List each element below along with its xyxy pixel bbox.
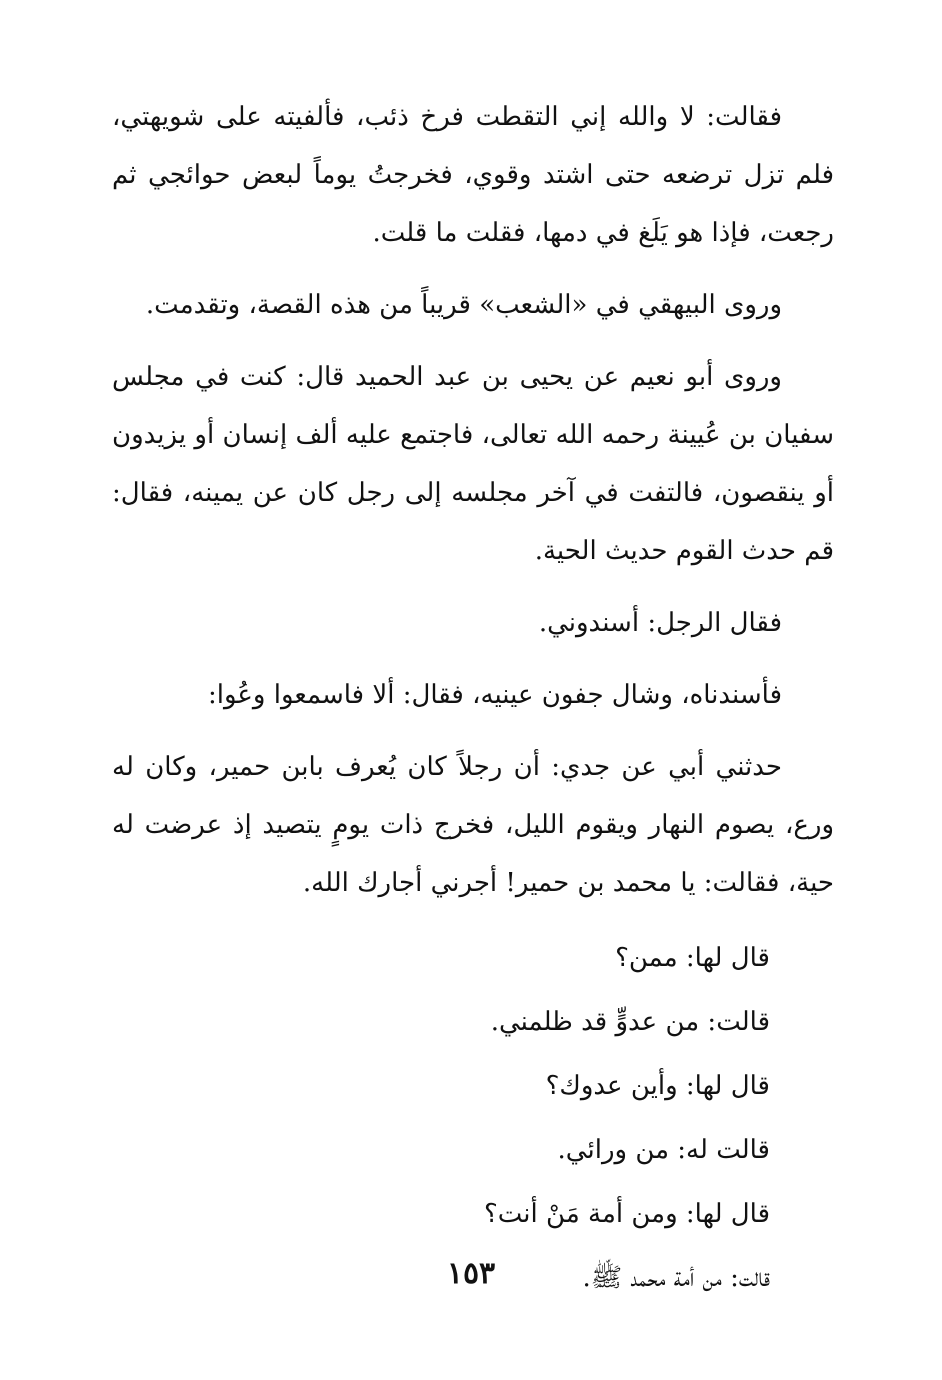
paragraph-3: وروى أبو نعيم عن يحيى بن عبد الحميد قال: كنت في مجلس سفيان بن عُيينة رحمه الله تعالى، فاجتمع عليه ألف إنسان أو يزيدون أو ينقصون، فالتفت في آخر مجلسه إلى رجل كان عن يمينه، فقال: قم حدث القوم حديث الحية.	[112, 362, 834, 566]
paragraph-6: حدثني أبي عن جدي: أن رجلاً كان يُعرف بابن حمير، وكان له ورع، يصوم النهار ويقوم الليل، فخرج ذات يومٍ يتصيد إذ عرضت له حية، فقالت: يا محمد بن حمير! أجرني أجارك الله.	[112, 752, 834, 898]
dialog-line-3: قال لها: وأين عدوك؟	[545, 1071, 770, 1101]
page-number: ١٥٣	[446, 1256, 496, 1291]
paragraph-5: فأسندناه، وشال جفون عينيه، فقال: ألا فاسمعوا وعُوا:	[208, 680, 782, 710]
dialog-line-4: قالت له: من ورائي.	[557, 1135, 770, 1165]
dialog-line-2: قالت: من عدوٍّ قد ظلمني.	[490, 1007, 770, 1037]
paragraph-2: وروى البيهقي في «الشعب» قريباً من هذه القصة، وتقدمت.	[145, 290, 782, 320]
paragraph-4: فقال الرجل: أسندوني.	[538, 608, 782, 638]
paragraph-1: فقالت: لا والله إني التقطت فرخ ذئب، فألفيته على شويهتي، فلم تزل ترضعه حتى اشتد وقوي، فخرجتُ يوماً لبعض حوائجي ثم رجعت، فإذا هو يَلَغ في دمها، فقلت ما قلت.	[112, 102, 834, 248]
dialog-line-1: قال لها: ممن؟	[615, 943, 770, 973]
dialog-line-6: قالت: من أمة محمد ﷺ.	[582, 1263, 770, 1293]
page-body	[112, 88, 834, 1310]
dialog-line-5: قال لها: ومن أمة مَنْ أنت؟	[483, 1199, 770, 1229]
